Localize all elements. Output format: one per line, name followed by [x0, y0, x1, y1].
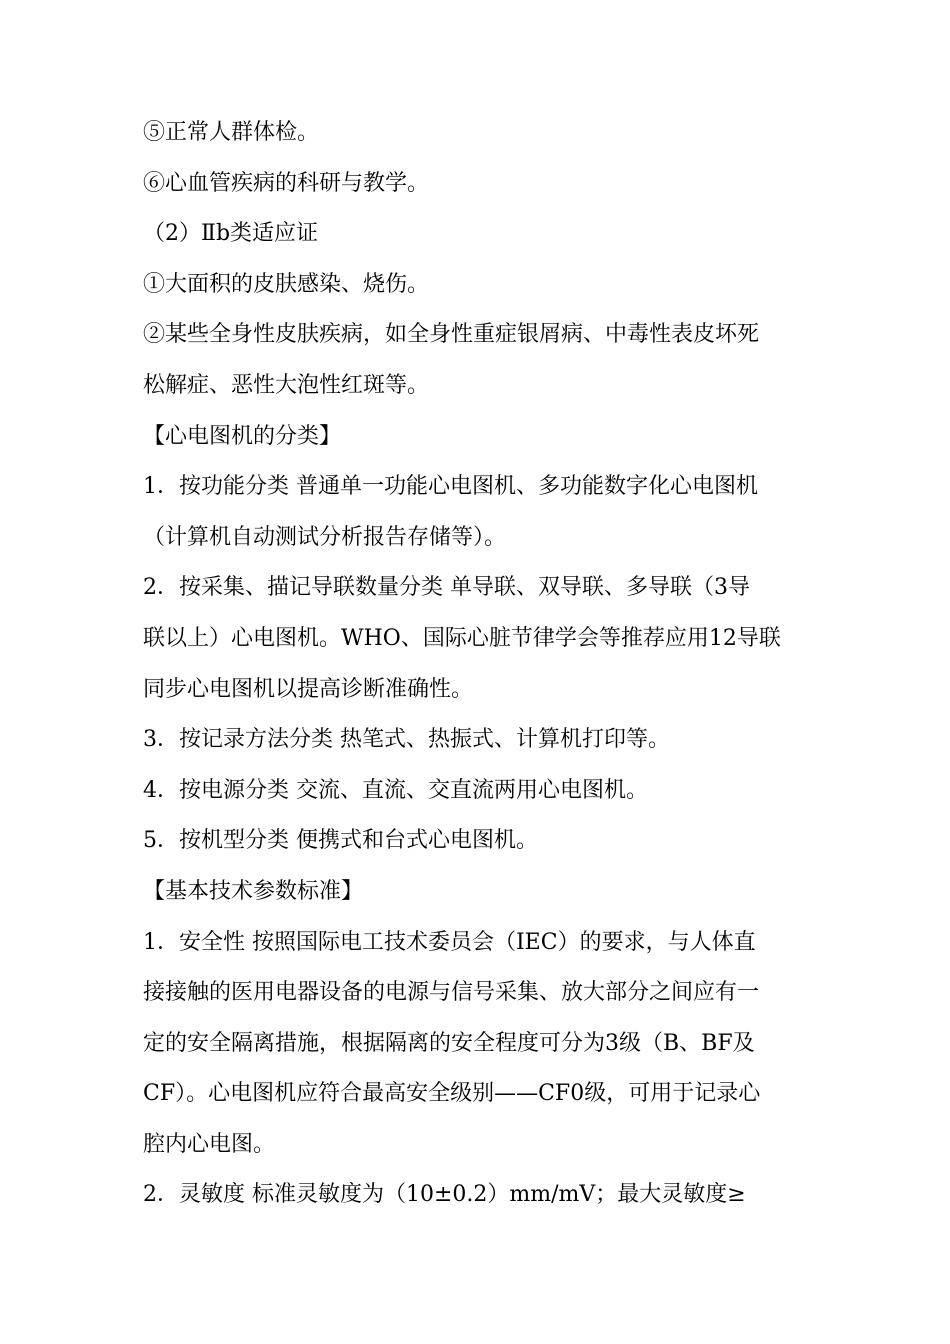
- paragraph-by-leads-cont-2: 同步心电图机以提高诊断准确性。: [143, 676, 474, 702]
- paragraph-safety-cont-1: 接接触的医用电器设备的电源与信号采集、放大部分之间应有一: [143, 980, 760, 1006]
- paragraph-by-power: 4．按电源分类 交流、直流、交直流两用心电图机。: [143, 777, 648, 803]
- section-heading-parameters: 【基本技术参数标准】: [143, 878, 364, 904]
- paragraph-safety-cont-4: 腔内心电图。: [143, 1131, 276, 1157]
- subheading-class-iib: （2）Ⅱb类适应证: [143, 221, 319, 247]
- paragraph-safety-cont-2: 定的安全隔离措施，根据隔离的安全程度可分为3级（B、BF及: [143, 1030, 755, 1056]
- paragraph-sensitivity: 2．灵敏度 标准灵敏度为（10±0.2）mm/mV；最大灵敏度≥: [143, 1182, 746, 1208]
- paragraph-by-function: 1．按功能分类 普通单一功能心电图机、多功能数字化心电图机: [143, 474, 758, 500]
- paragraph-by-leads-cont-1: 联以上）心电图机。WHO、国际心脏节律学会等推荐应用12导联: [143, 625, 781, 651]
- paragraph-by-recording: 3．按记录方法分类 热笔式、热振式、计算机打印等。: [143, 727, 670, 753]
- section-heading-classification: 【心电图机的分类】: [143, 423, 342, 449]
- paragraph-by-model: 5．按机型分类 便携式和台式心电图机。: [143, 828, 538, 854]
- list-item-research-teaching: ⑥心血管疾病的科研与教学。: [143, 170, 430, 196]
- list-item-skin-disease: ②某些全身性皮肤疾病，如全身性重症银屑病、中毒性表皮坏死: [143, 322, 760, 348]
- list-item-skin-infection: ①大面积的皮肤感染、烧伤。: [143, 271, 430, 297]
- paragraph-by-function-cont: （计算机自动测试分析报告存储等）。: [143, 524, 507, 550]
- paragraph-by-leads: 2．按采集、描记导联数量分类 单导联、双导联、多导联（3导: [143, 575, 750, 601]
- list-item-skin-disease-cont: 松解症、恶性大泡性红斑等。: [143, 372, 430, 398]
- list-item-normal-checkup: ⑤正常人群体检。: [143, 120, 320, 145]
- paragraph-safety-cont-3: CF）。心电图机应符合最高安全级别——CF0级，可用于记录心: [143, 1081, 761, 1107]
- paragraph-safety: 1．安全性 按照国际电工技术委员会（IEC）的要求，与人体直: [143, 929, 756, 955]
- document-body: [143, 108, 807, 1221]
